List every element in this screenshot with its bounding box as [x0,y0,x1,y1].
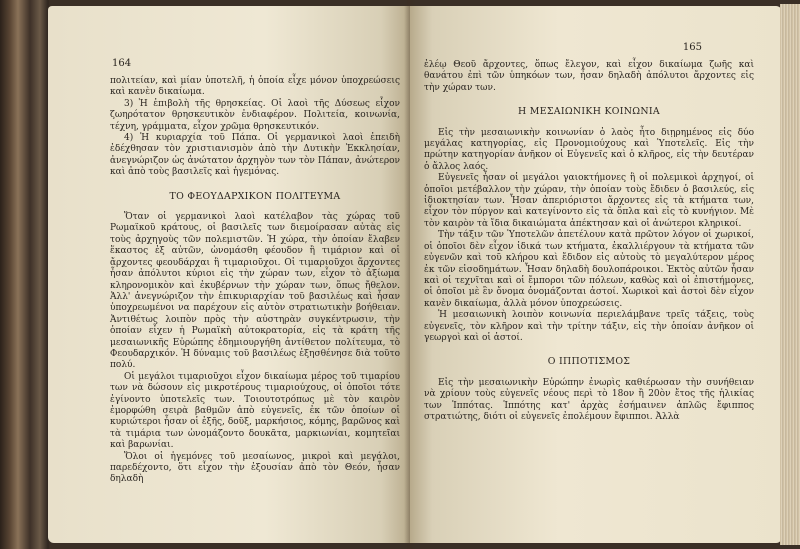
paragraph: 3) Ἡ ἐπιβολὴ τῆς θρησκείας. Οἱ λαοὶ τῆς Δύσεως εἶχον ζωηρότατον θρησκευτικὸν ἐνδιαφέρον. Πολιτεία, κοινωνία, τέχνη, γράμματα, εἶχον χρῶμα θρησκευτικόν. [110,98,400,132]
left-page [48,6,410,543]
paragraph: ἐλέῳ Θεοῦ ἄρχοντες, ὅπως ἔλεγον, καὶ εἶχον δικαίωμα ζωῆς καὶ θανάτου ἐπὶ τῶν ὑπηκόων των, ἦσαν δηλαδὴ ἀπόλυτοι ἄρχοντες εἰς τὴν χώραν των. [424,60,754,93]
right-page-text [424,60,754,423]
page-number-left: 164 [112,58,132,69]
paragraph: πολιτείαν, καὶ μίαν ὑποτελῆ, ἡ ὁποία εἶχε μόνον ὑποχρεώσεις καὶ κανὲν δικαίωμα. [110,76,400,98]
page-edges [780,4,800,545]
paragraph: Τὴν τάξιν τῶν Ὑποτελῶν ἀπετέλουν κατὰ πρῶτον λόγον οἱ χωρικοί, οἱ ὁποῖοι δὲν εἶχον ἰδικά των κτήματα, ἐκαλλιέργουν τὰ κτήματα τῶν εὐγενῶν καὶ τοῦ κλήρου καὶ ἔδιδον εἰς αὐτοὺς τὸ μεγαλύτερον μέρος ἐκ τῶν εἰσοδημάτων. Ἦσαν δηλαδὴ δουλοπάροικοι. Ἐκτὸς αὐτῶν ἦσαν καὶ οἱ τεχνῖται καὶ οἱ ἔμποροι τῶν πόλεων, καθὼς καὶ οἱ ἐπιστήμονες, οἱ ὁποῖοι μὲ ἓν ὄνομα ὀνομάζονται ἀστοί. Χωρικοὶ καὶ ἀστοὶ δὲν εἶχον κανὲν δικαίωμα, ἀλλὰ μόνον ὑποχρεώσεις. [424,230,754,309]
paragraph: 4) Ἡ κυριαρχία τοῦ Πάπα. Οἱ γερμανικοὶ λαοὶ ἐπειδὴ ἐδέχθησαν τὸν χριστιανισμὸν ἀπὸ τὴν Δυτικὴν Ἐκκλησίαν, ἀνεγνώριζον ὡς ἀνώτατον ἀρχηγὸν των τὸν Πάπαν, ἀνώτερον καὶ ἀπὸ τοὺς βασιλεῖς καὶ ἡγεμόνας. [110,133,400,178]
paragraph: Εἰς τὴν μεσαιωνικὴν κοινωνίαν ὁ λαὸς ἦτο διῃρημένος εἰς δύο μεγάλας κατηγορίας, εἰς Προνομιούχους καὶ Ὑποτελεῖς. Εἰς τὴν πρώτην κατηγορίαν ἀνῆκον οἱ Εὐγενεῖς καὶ ὁ κλῆρος, εἰς τὴν δευτέραν ὁ ἄλλος λαός. [424,127,754,172]
left-page-text [110,76,400,486]
section-heading: Ο ΙΠΠΟΤΙΣΜΟΣ [547,356,631,368]
right-page [410,6,782,543]
paragraph: Οἱ μεγάλοι τιμαριοῦχοι εἶχον δικαίωμα μέρος τοῦ τιμαρίου των νὰ δώσουν εἰς μικροτέρους τιμαριούχους, οἱ ὁποῖοι τότε ἐγίνοντο ὑποτελεῖς των. Τοιουτοτρόπως μὲ τὸν καιρὸν ἐμορφώθη σειρὰ βαθμῶν ἀπὸ εὐγενεῖς, ἐκ τῶν ὁποίων οἱ κυριώτεροι ἦσαν οἱ ἑξῆς, δοῦξ, μαρκήσιος, κόμης, βαρῶνος καὶ τὰ τιμάρια των ὠνομάζοντο δουκᾶτα, μαρκιωνίαι, κομητεῖαι καὶ βαρωνίαι. [110,371,400,451]
paragraph: Ὅταν οἱ γερμανικοὶ λαοὶ κατέλαβον τὰς χώρας τοῦ Ρωμαϊκοῦ κράτους, οἱ βασιλεῖς των διεμοίρασαν αὐτὰς εἰς τοὺς ἀρχηγοὺς τῶν πολεμιστῶν. Ἡ χώρα, τὴν ὁποίαν ἔλαβεν ἕκαστος ἐξ αὐτῶν, ὠνομάσθη φέουδον ἢ τιμάριον καὶ οἱ ἄρχοντες φεουδάρχαι ἢ τιμαριοῦχοι. Οἱ τιμαριοῦχοι ἄρχοντες ἦσαν ἀπόλυτοι κύριοι εἰς τὴν χώραν των, εἶχον τὸ ἀξίωμα κληρονομικὸν καὶ ἐκυβέρνων τὴν χώραν των, ὅπως ἤθελον. Ἀλλ' ἀνεγνώριζον τὴν ἐπικυριαρχίαν τοῦ βασιλέως καὶ ἦσαν ὑποχρεωμένοι να παρέχουν εἰς αὐτὸν στρατιωτικὴν βοήθειαν. Ἀντιθέτως λοιπὸν πρὸς τὴν αὐστηρὰν συγκέντρωσιν, τὴν ὁποίαν εἶχεν ἡ Ρωμαϊκὴ αὐτοκρατορία, εἰς τὰ κράτη τῆς μεσαιωνικῆς Εὐρώπης ἐδημιουργήθη ἀντίθετον πολίτευμα, τὸ Φεουδαρχικόν. Ἡ δύναμις τοῦ βασιλέως ἐξησθένησε διὰ τοῦτο πολύ. [110,212,400,371]
paragraph: Ὅλοι οἱ ἡγεμόνες τοῦ μεσαίωνος, μικροὶ καὶ μεγάλοι, παρεδέχοντο, ὅτι εἶχον τὴν ἐξουσίαν ἀπὸ τὸν Θεόν, ἦσαν δηλαδὴ [110,451,400,485]
paragraph: Εἰς τὴν μεσαιωνικὴν Εὐρώπην ἐνωρὶς καθιέρωσαν τὴν συνήθειαν νὰ χρίουν τοὺς εὐγενεῖς νέους περὶ τὸ 18ον ἢ 20ὸν ἔτος τῆς ἡλικίας των Ἱππότας. Ἱππότης κατ' ἀρχὰς ἐσήμαινεν ἁπλῶς ἔφιππος στρατιώτης, διότι οἱ εὐγενεῖς ἐπολέμουν ἔφιπποι. Ἀλλὰ [424,377,754,422]
page-number-right: 165 [682,42,702,53]
section-heading: Η ΜΕΣΑΙΩΝΙΚΗ ΚΟΙΝΩΝΙΑ [518,106,660,118]
paragraph: Εὐγενεῖς ἦσαν οἱ μεγάλοι γαιοκτήμονες ἢ οἱ πολεμικοὶ ἀρχηγοί, οἱ ὁποῖοι μετέβαλλον τὴν χώραν, τὴν ὁποίαν τοὺς ἔδιδεν ὁ βασιλεύς, εἰς ἰδιοκτησίαν των. Ἦσαν ἀπεριόριστοι ἄρχοντες εἰς τὰ κτήματα των, εἶχον τὸν πύργον καὶ κατεγίνοντο εἰς τὰ ὅπλα καὶ εἰς τὸ κυνήγιον. Μὲ τὸν καιρὸν τὰ ἴδια δικαιώματα ἀπέκτησαν καὶ οἱ ἀνώτεροι κληρικοί. [424,173,754,229]
paragraph: Ἡ μεσαιωνικὴ λοιπὸν κοινωνία περιελάμβανε τρεῖς τάξεις, τοὺς εὐγενεῖς, τὸν κλῆρον καὶ τὴν τρίτην τάξιν, εἰς τὴν ὁποίαν ἀνῆκον οἱ γεωργοὶ καὶ οἱ ἀστοί. [424,310,754,343]
section-heading: ΤΟ ΦΕΟΥΔΑΡΧΙΚΟΝ ΠΟΛΙΤΕΥΜΑ [169,190,341,202]
